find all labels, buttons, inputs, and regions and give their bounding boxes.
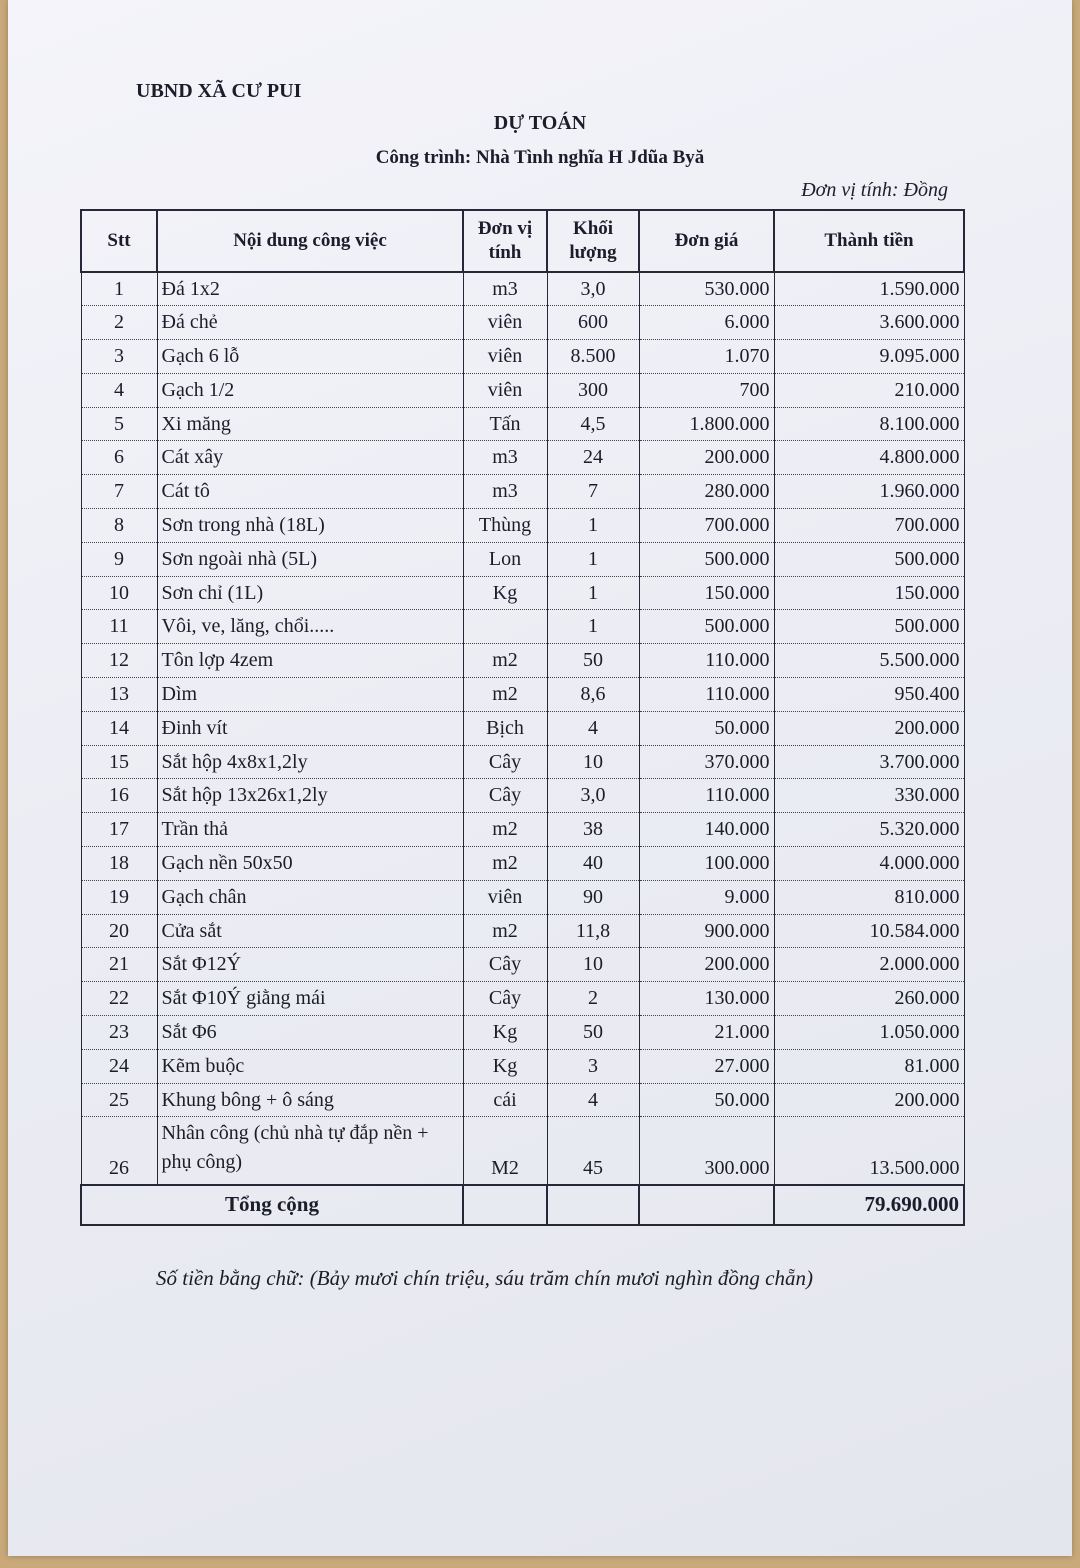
cell-amount: 200.000 [774,711,964,745]
cell-quantity: 11,8 [547,914,639,948]
cell-unit: Cây [463,745,547,779]
cell-content: Tôn lợp 4zem [157,644,463,678]
header-qty-line1: Khối [572,218,614,239]
cell-quantity: 40 [547,847,639,881]
cell-content: Đinh vít [157,711,463,745]
cell-unit: Lon [463,542,547,576]
table-row [81,779,964,813]
table-row [81,711,964,745]
cell-unit: m2 [463,847,547,881]
cell-stt: 10 [81,576,157,610]
table-row [81,1117,964,1185]
cell-content: Sắt Φ10Ý giằng mái [157,982,463,1016]
cell-amount: 950.400 [774,678,964,712]
table-row [81,340,964,374]
total-empty-cell [547,1185,639,1225]
cell-unit-price: 300.000 [639,1117,774,1185]
cell-content: Sắt Φ12Ý [157,948,463,982]
organization-name: UBND XÃ CƯ PUI [136,80,302,102]
cell-unit-price: 1.800.000 [639,407,774,441]
table-row [81,576,964,610]
cell-unit-price: 21.000 [639,1016,774,1050]
header-stt: Stt [81,210,157,272]
cell-unit: viên [463,880,547,914]
table-row [81,1049,964,1083]
cell-unit-price: 1.070 [639,340,774,374]
cell-quantity: 3,0 [547,779,639,813]
cell-content: Sơn ngoài nhà (5L) [157,542,463,576]
cell-quantity: 1 [547,542,639,576]
cell-unit: m2 [463,678,547,712]
currency-unit-note: Đơn vị tính: Đồng [801,179,948,201]
cell-content: Đá chẻ [157,306,463,340]
cell-stt: 21 [81,948,157,982]
cell-unit [463,610,547,644]
cell-unit: M2 [463,1117,547,1185]
cell-quantity: 50 [547,1016,639,1050]
cell-amount: 1.050.000 [774,1016,964,1050]
total-empty-cell [463,1185,547,1225]
cell-stt: 3 [81,340,157,374]
cell-content: Sắt hộp 13x26x1,2ly [157,779,463,813]
cell-amount: 3.700.000 [774,745,964,779]
table-row [81,441,964,475]
cell-stt: 4 [81,373,157,407]
document-title: DỰ TOÁN [493,112,587,134]
cell-amount: 200.000 [774,1083,964,1117]
cell-stt: 15 [81,745,157,779]
cell-unit-price: 900.000 [639,914,774,948]
cell-unit: m3 [463,272,547,306]
cell-content: Kẽm buộc [157,1049,463,1083]
cell-quantity: 3 [547,1049,639,1083]
cell-unit-price: 370.000 [639,745,774,779]
cell-amount: 9.095.000 [774,340,964,374]
document-page [8,0,1072,1556]
table-row [81,982,964,1016]
cell-unit: viên [463,306,547,340]
cell-content: Cửa sắt [157,914,463,948]
cell-unit: Tấn [463,407,547,441]
cell-amount: 260.000 [774,982,964,1016]
table-row [81,542,964,576]
cell-amount: 500.000 [774,542,964,576]
cell-amount: 5.320.000 [774,813,964,847]
cell-amount: 700.000 [774,509,964,543]
cell-quantity: 4,5 [547,407,639,441]
cell-content: Khung bông + ô sáng [157,1083,463,1117]
cell-unit-price: 530.000 [639,272,774,306]
cell-stt: 22 [81,982,157,1016]
header-unit-price: Đơn giá [639,210,774,272]
total-empty-cell [639,1185,774,1225]
cell-quantity: 1 [547,576,639,610]
cell-unit-price: 500.000 [639,610,774,644]
cell-unit: Kg [463,1016,547,1050]
cell-quantity: 300 [547,373,639,407]
cell-quantity: 1 [547,610,639,644]
table-row [81,407,964,441]
cell-unit: m2 [463,644,547,678]
cell-unit-price: 6.000 [639,306,774,340]
cell-stt: 25 [81,1083,157,1117]
header-unit-line1: Đơn vị [477,218,533,239]
table-row [81,745,964,779]
cell-stt: 1 [81,272,157,306]
table-row [81,678,964,712]
header-unit-line2: tính [488,242,522,263]
cell-unit: Cây [463,948,547,982]
cell-quantity: 3,0 [547,272,639,306]
cell-quantity: 4 [547,1083,639,1117]
cell-amount: 10.584.000 [774,914,964,948]
table-row [81,914,964,948]
cell-quantity: 24 [547,441,639,475]
cell-content: Cát tô [157,475,463,509]
cell-unit-price: 700 [639,373,774,407]
cell-unit-price: 27.000 [639,1049,774,1083]
cell-content: Trần thả [157,813,463,847]
cell-stt: 17 [81,813,157,847]
cell-unit: m2 [463,914,547,948]
table-row [81,847,964,881]
table-row [81,1083,964,1117]
cell-quantity: 4 [547,711,639,745]
table-row [81,1016,964,1050]
cell-unit: viên [463,340,547,374]
table-row [81,272,964,306]
cell-unit: m3 [463,441,547,475]
total-row [81,1185,964,1225]
cell-stt: 19 [81,880,157,914]
cell-amount: 81.000 [774,1049,964,1083]
cell-content: Sơn chỉ (1L) [157,576,463,610]
cell-unit: Cây [463,779,547,813]
cell-quantity: 90 [547,880,639,914]
cell-unit: m2 [463,813,547,847]
project-subtitle: Công trình: Nhà Tình nghĩa H Jdũa Byă [375,147,705,168]
cell-amount: 4.800.000 [774,441,964,475]
cell-quantity: 2 [547,982,639,1016]
cell-amount: 8.100.000 [774,407,964,441]
cell-amount: 5.500.000 [774,644,964,678]
cell-amount: 330.000 [774,779,964,813]
cell-stt: 2 [81,306,157,340]
cell-unit-price: 9.000 [639,880,774,914]
cell-unit-price: 150.000 [639,576,774,610]
cell-quantity: 8,6 [547,678,639,712]
cell-unit-price: 700.000 [639,509,774,543]
cell-stt: 26 [81,1117,157,1185]
cell-stt: 12 [81,644,157,678]
cell-amount: 500.000 [774,610,964,644]
cell-stt: 24 [81,1049,157,1083]
cell-stt: 7 [81,475,157,509]
cell-stt: 5 [81,407,157,441]
cell-amount: 4.000.000 [774,847,964,881]
cell-unit-price: 100.000 [639,847,774,881]
cell-unit-price: 140.000 [639,813,774,847]
cell-content: Dìm [157,678,463,712]
cell-unit-price: 110.000 [639,779,774,813]
cell-unit-price: 130.000 [639,982,774,1016]
cell-content: Sắt hộp 4x8x1,2ly [157,745,463,779]
cell-content: Gạch 6 lỗ [157,340,463,374]
cell-content: Nhân công (chủ nhà tự đắp nền + phụ công) [157,1117,463,1185]
cell-unit-price: 110.000 [639,644,774,678]
cell-quantity: 10 [547,948,639,982]
cell-content: Gạch nền 50x50 [157,847,463,881]
cell-quantity: 1 [547,509,639,543]
cell-amount: 150.000 [774,576,964,610]
table-row [81,813,964,847]
amount-in-words: Số tiền bằng chữ: (Bảy mươi chín triệu, sáu trăm chín mươi nghìn đồng chẵn) [156,1266,813,1290]
cell-amount: 1.590.000 [774,272,964,306]
estimate-table [80,209,965,1226]
cell-stt: 9 [81,542,157,576]
total-value: 79.690.000 [774,1185,964,1225]
cell-unit-price: 110.000 [639,678,774,712]
cell-quantity: 45 [547,1117,639,1185]
total-label: Tổng cộng [81,1185,463,1225]
cell-unit: Thùng [463,509,547,543]
cell-unit: Cây [463,982,547,1016]
cell-unit-price: 50.000 [639,711,774,745]
cell-unit: m3 [463,475,547,509]
cell-quantity: 7 [547,475,639,509]
table-row [81,644,964,678]
table-row [81,509,964,543]
cell-content: Sắt Φ6 [157,1016,463,1050]
cell-content: Vôi, ve, lăng, chổi..... [157,610,463,644]
cell-stt: 20 [81,914,157,948]
cell-unit: Kg [463,576,547,610]
cell-unit-price: 50.000 [639,1083,774,1117]
cell-content: Cát xây [157,441,463,475]
cell-amount: 1.960.000 [774,475,964,509]
table-row [81,610,964,644]
table-row [81,306,964,340]
cell-stt: 11 [81,610,157,644]
cell-amount: 210.000 [774,373,964,407]
header-quantity [547,210,639,272]
cell-quantity: 50 [547,644,639,678]
table-row [81,948,964,982]
cell-stt: 16 [81,779,157,813]
cell-stt: 6 [81,441,157,475]
header-unit [463,210,547,272]
cell-unit: viên [463,373,547,407]
cell-quantity: 38 [547,813,639,847]
table-row [81,373,964,407]
cell-quantity: 8.500 [547,340,639,374]
cell-content: Gạch chân [157,880,463,914]
cell-unit: cái [463,1083,547,1117]
cell-unit-price: 500.000 [639,542,774,576]
cell-quantity: 600 [547,306,639,340]
header-qty-line2: lượng [569,242,617,263]
cell-content: Gạch 1/2 [157,373,463,407]
cell-stt: 13 [81,678,157,712]
cell-amount: 13.500.000 [774,1117,964,1185]
cell-unit: Bịch [463,711,547,745]
cell-unit-price: 280.000 [639,475,774,509]
cell-unit-price: 200.000 [639,441,774,475]
cell-stt: 18 [81,847,157,881]
cell-content: Đá 1x2 [157,272,463,306]
cell-stt: 8 [81,509,157,543]
cell-content: Sơn trong nhà (18L) [157,509,463,543]
table-row [81,475,964,509]
header-amount: Thành tiền [774,210,964,272]
cell-amount: 3.600.000 [774,306,964,340]
header-content: Nội dung công việc [157,210,463,272]
cell-unit-price: 200.000 [639,948,774,982]
cell-quantity: 10 [547,745,639,779]
table-body [81,272,964,1185]
cell-amount: 810.000 [774,880,964,914]
table-row [81,880,964,914]
cell-stt: 14 [81,711,157,745]
cell-stt: 23 [81,1016,157,1050]
cell-content: Xi măng [157,407,463,441]
cell-amount: 2.000.000 [774,948,964,982]
table-header-row [81,210,964,272]
cell-unit: Kg [463,1049,547,1083]
